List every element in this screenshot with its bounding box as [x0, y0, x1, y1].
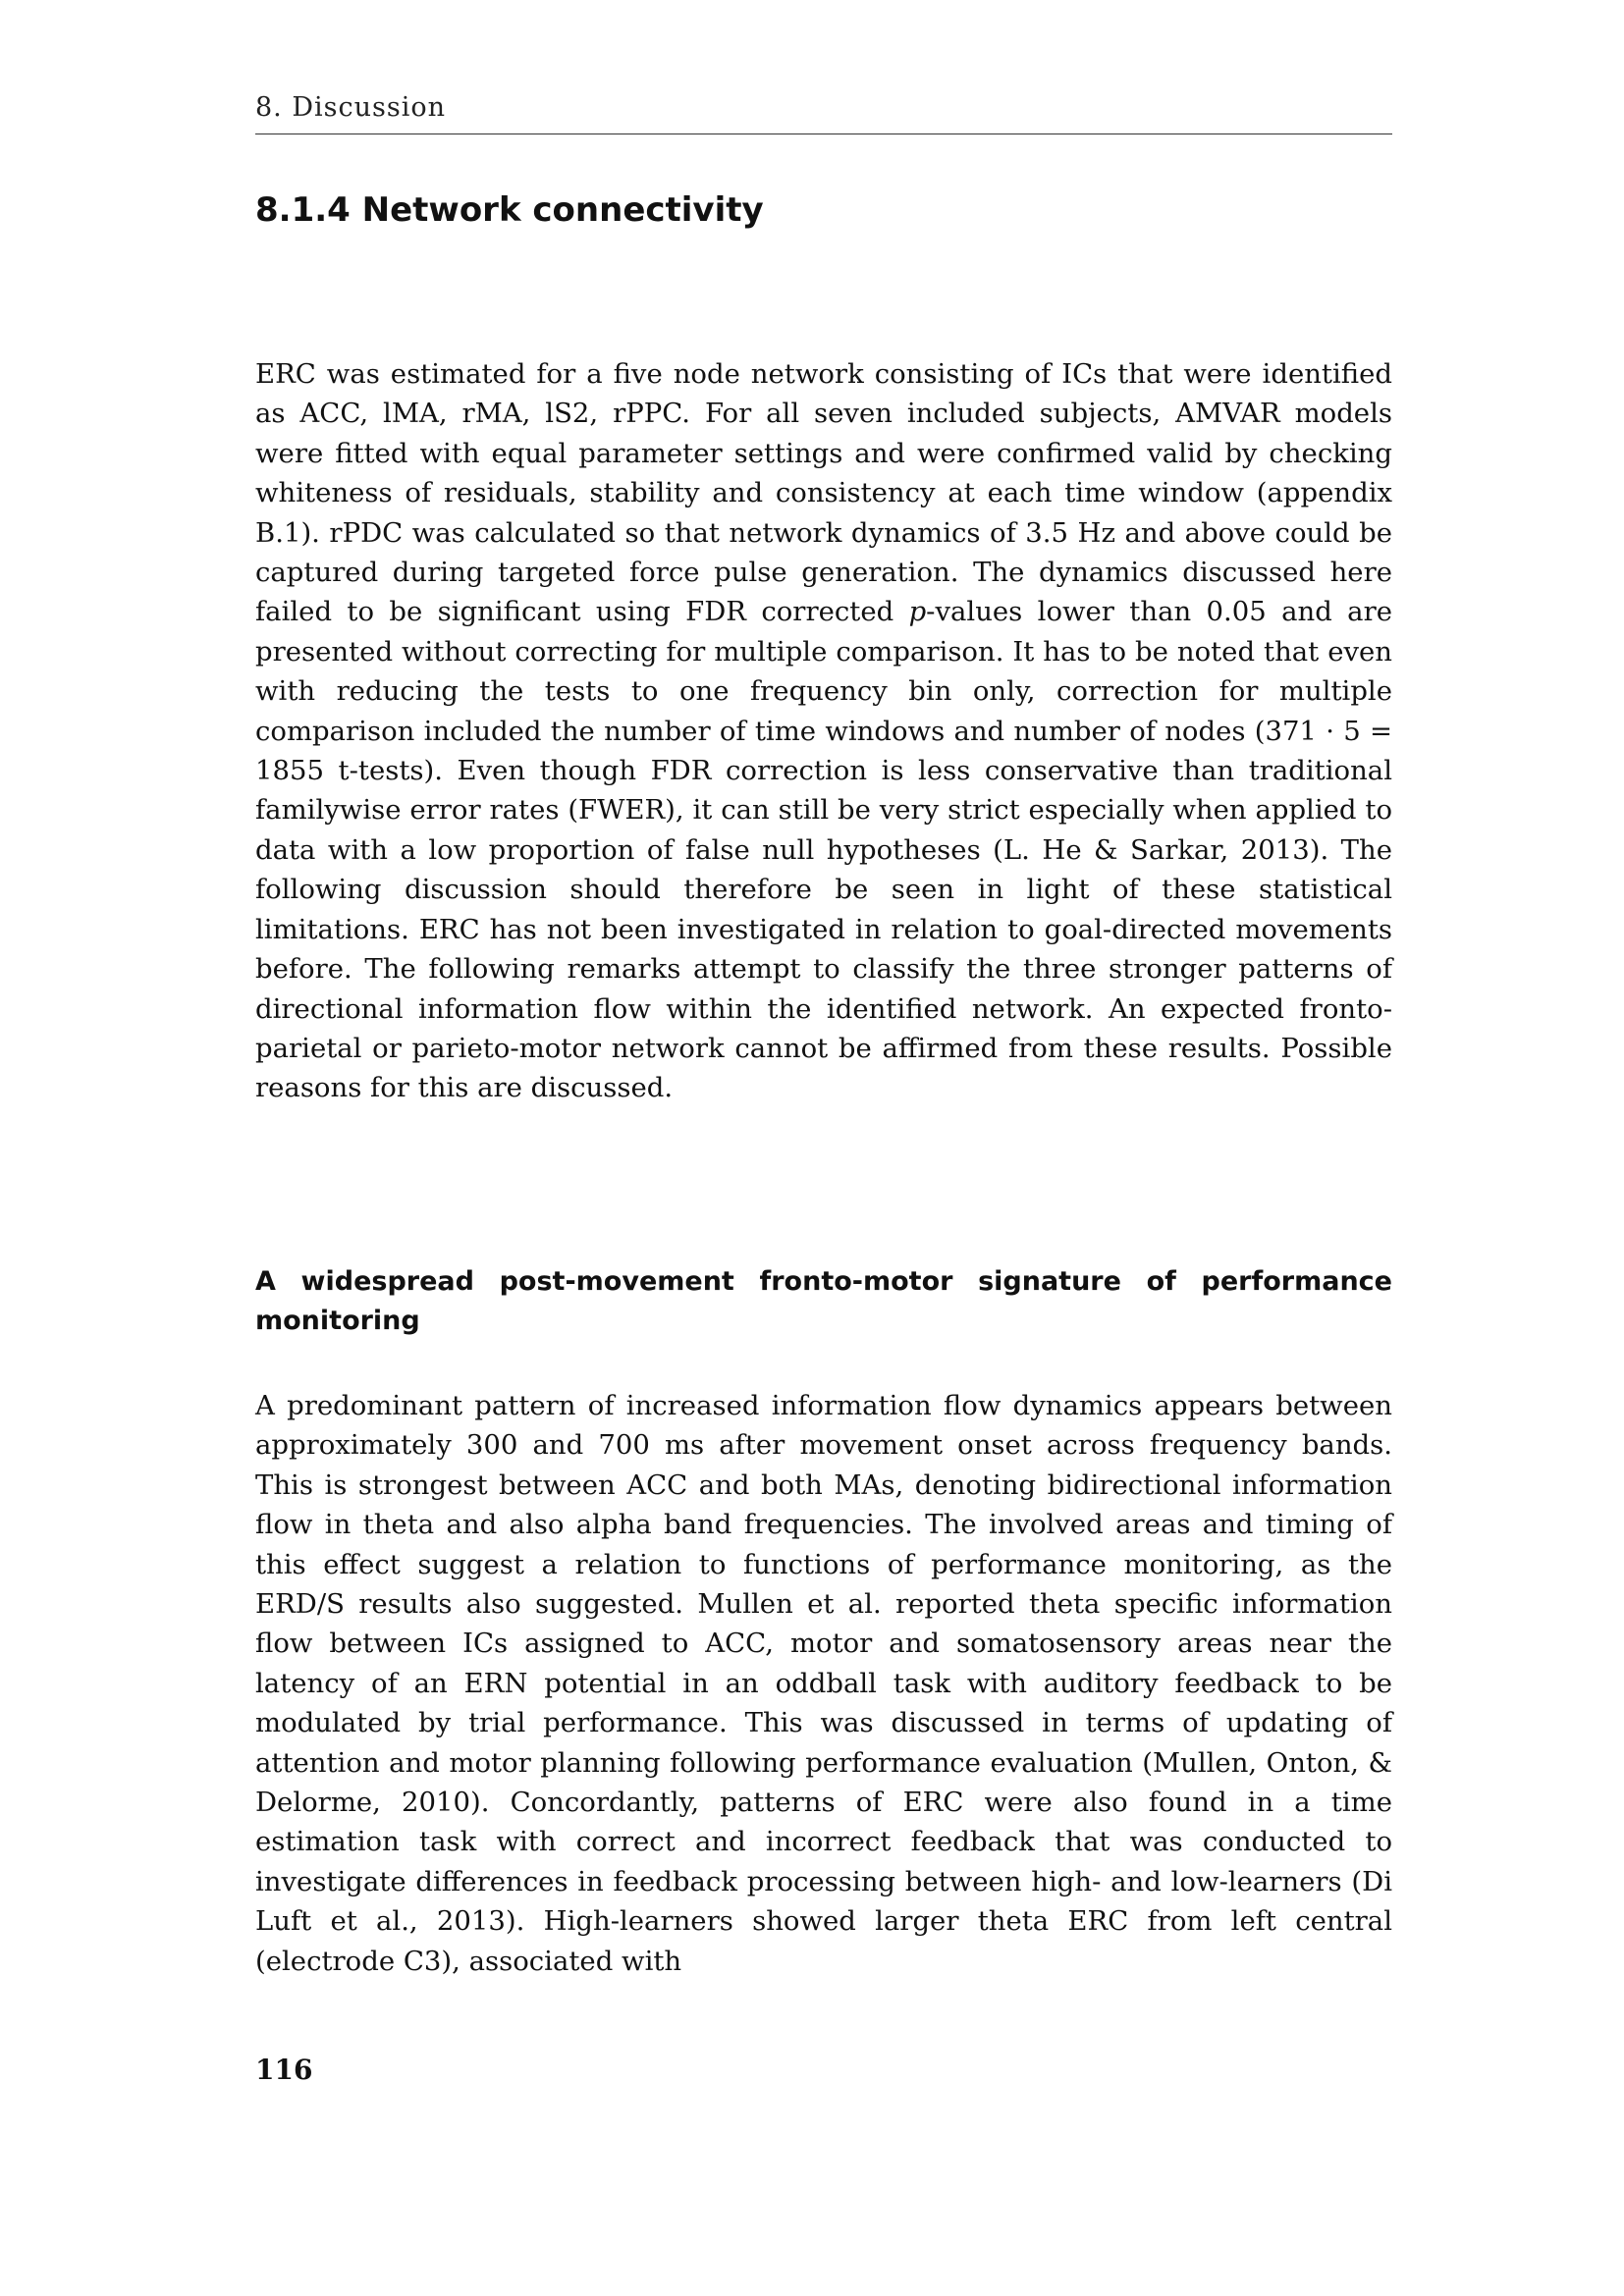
header-rule [255, 133, 1392, 134]
p-value-symbol: p [908, 596, 927, 628]
paragraph-text: -values lower than 0.05 and are presented without correcting for multiple comparison. It has to be noted that even with reducing the tests to one frequency bin only, correction for multiple comparison included the number of time windows and number of nodes (371 · 5 = 1855 t-tests). Even though FDR correction is less conservative than traditional familywise error rates (FWER), it can still be very strict especially when applied to data with a low proportion of false null hypotheses (L. He & Sarkar, 2013). The following discussion should therefore be seen in light of these statistical limitations. ERC has not been investigated in relation to goal-directed movements before. The following remarks attempt to classify the three stronger patterns of directional information flow within the identified network. An expected fronto-parietal or parieto-motor network cannot be affirmed from these results. Possible reasons for this are discussed. [255, 596, 1392, 1104]
paragraph-text: ERC was estimated for a five node network consisting of ICs that were identified as ACC, lMA, rMA, lS2, rPPC. For all seven included subjects, AMVAR models were fitted with equal parameter settings and were confirmed valid by checking whiteness of residuals, stability and consistency at each time window (appendix B.1). rPDC was calculated so that network dynamics of 3.5 Hz and above could be captured during targeted force pulse generation. The dynamics discussed here failed to be significant using FDR corrected [255, 358, 1392, 628]
section-title: 8.1.4 Network connectivity [255, 190, 764, 230]
page-number: 116 [255, 2054, 313, 2086]
subsection-title: A widespread post-movement fronto-motor signature of performance monitoring [255, 1266, 1392, 1336]
running-head: 8. Discussion [255, 92, 446, 123]
body-paragraph [255, 354, 1392, 1108]
body-paragraph: A predominant pattern of increased information flow dynamics appears between approximately 300 and 700 ms after movement onset across frequency bands. This is strongest between ACC and both MAs, denoting bidirectional information flow in theta and also alpha band frequencies. The involved areas and timing of this effect suggest a relation to functions of performance monitoring, as the ERD/S results also suggested. Mullen et al. reported theta specific information flow between ICs assigned to ACC, motor and somatosensory areas near the latency of an ERN potential in an oddball task with auditory feedback to be modulated by trial performance. This was discussed in terms of updating of attention and motor planning following performance evaluation (Mullen, Onton, & Delorme, 2010). Concordantly, patterns of ERC were also found in a time estimation task with correct and incorrect feedback that was conducted to investigate differences in feedback processing between high- and low-learners (Di Luft et al., 2013). High-learners showed larger theta ERC from left central (electrode C3), associated with [255, 1390, 1392, 1977]
